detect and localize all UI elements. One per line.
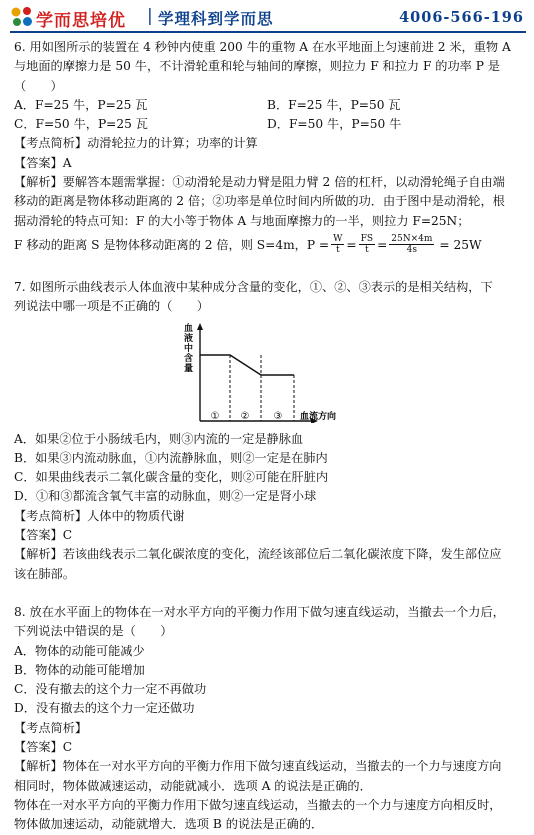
q6-jiexi-line-2: 移动的距离是物体移动距离的 2 倍；②功率是单位时间内所做的功．由于图中是动滑轮，根 bbox=[14, 194, 505, 209]
q8-jiexi-line-4: 物体做加速运动，动能就增大．选项 B 的说法是正确的． bbox=[14, 817, 324, 832]
graph-curve bbox=[200, 355, 294, 375]
q7-answer: 【答案】C bbox=[14, 528, 73, 543]
q6-jiexi-line-3: 据动滑轮的特点可知：F 的大小等于物体 A 与地面摩擦力的一半，则拉力 F=25N； bbox=[14, 213, 470, 228]
q8-answer: 【答案】C bbox=[14, 740, 73, 755]
graph-y-label: 血液中含量 bbox=[184, 323, 194, 374]
equals-sign: = bbox=[346, 237, 357, 252]
header-divider bbox=[10, 31, 526, 33]
q8-stem-line-2: 下列说法中错误的是（ ） bbox=[14, 624, 173, 639]
q8-jiexi-line-1: 【解析】物体在一对水平方向的平衡力作用下做匀速直线运动，当撤去的一个力与速度方向 bbox=[14, 759, 502, 774]
q6-option-a: A．F=25 牛，P=25 瓦 bbox=[14, 97, 148, 112]
q6-option-d: D．F=50 牛，P=50 牛 bbox=[267, 117, 402, 132]
equals-sign-2: = bbox=[377, 237, 388, 252]
q8-option-c: C．没有撤去的这个力一定不再做功 bbox=[14, 682, 207, 697]
q7-option-d: D．①和③都流含氧气丰富的动脉血，则②一定是肾小球 bbox=[14, 489, 317, 504]
q8-stem-line-1: 8. 放在水平面上的物体在一对水平方向的平衡力作用下做匀速直线运动，当撤去一个力后， bbox=[14, 604, 505, 619]
document-body bbox=[14, 38, 520, 835]
q6-power-formula bbox=[14, 231, 520, 259]
q8-kaodian: 【考点简析】 bbox=[14, 720, 88, 735]
q7-stem-line-1: 7. 如图所示曲线表示人体血液中某种成分含量的变化，①、②、③表示的是相关结构，下 bbox=[14, 279, 493, 294]
fraction-w-over-t: $\frac{W}{t}$ bbox=[333, 234, 343, 256]
q7-kaodian: 【考点简析】人体中的物质代谢 bbox=[14, 508, 185, 523]
graph-y-arrow-icon bbox=[197, 323, 203, 330]
blood-content-graph bbox=[182, 321, 382, 423]
q6-options-row-1 bbox=[14, 96, 520, 115]
formula-result: = 25W bbox=[439, 237, 482, 252]
brand-separator: | bbox=[147, 6, 153, 26]
colored-dots-logo-icon bbox=[10, 6, 34, 28]
q8-jiexi-line-2: 相同时，物体做减速运动，动能就减小．选项 A 的说法是正确的． bbox=[14, 778, 372, 793]
graph-x-label: 血流方向 bbox=[300, 411, 337, 422]
phone-number: 4006-566-196 bbox=[399, 9, 524, 26]
q6-stem-line-3: （ ） bbox=[14, 78, 63, 93]
page-header bbox=[0, 0, 534, 34]
q6-jiexi-line-1: 【解析】要解答本题需掌握：①动滑轮是动力臂是阻力臂 2 倍的杠杆，以动滑轮绳子自由端 bbox=[14, 175, 505, 190]
graph-region-2-label: ② bbox=[240, 410, 250, 422]
q8-jiexi-line-3: 物体在一对水平方向的平衡力作用下做匀速直线运动，当撤去的一个力与速度方向相反时， bbox=[14, 797, 502, 812]
fraction-fs-over-t: $\frac{FS}{t}$ bbox=[360, 234, 374, 256]
q6-option-b: B．F=25 牛，P=50 瓦 bbox=[267, 97, 401, 112]
q8-option-d: D．没有撤去的这个力一定还做功 bbox=[14, 701, 195, 716]
q6-kaodian: 【考点简析】动滑轮拉力的计算；功率的计算 bbox=[14, 136, 258, 151]
q6-stem-line-1: 6. 用如图所示的装置在 4 秒钟内使重 200 牛的重物 A 在水平地面上匀速前进 2 米，重物 A bbox=[14, 40, 511, 54]
brand-name: 学而思培优 bbox=[36, 11, 126, 31]
q7-option-a: A．如果②位于小肠绒毛内，则③内流的一定是静脉血 bbox=[14, 431, 304, 446]
fraction-numeric: $\frac{25N\times 4m}{4s}$ bbox=[391, 234, 433, 256]
graph-region-3-label: ③ bbox=[273, 410, 283, 422]
q6-option-c: C．F=50 牛，P=25 瓦 bbox=[14, 117, 148, 132]
q7-option-c: C．如果曲线表示二氧化碳含量的变化，则②可能在肝脏内 bbox=[14, 470, 329, 485]
q8-option-a: A．物体的动能可能减少 bbox=[14, 643, 145, 658]
q7-stem-line-2: 列说法中哪一项是不正确的（ ） bbox=[14, 299, 209, 314]
q6-answer: 【答案】A bbox=[14, 155, 72, 170]
q8-option-b: B．物体的动能可能增加 bbox=[14, 662, 145, 677]
slogan: 学理科到学而思 bbox=[158, 10, 274, 28]
graph-region-1-label: ① bbox=[210, 410, 220, 422]
q6-stem-line-2: 与地面的摩擦力是 50 牛，不计滑轮重和轮与轴间的摩擦，则拉力 F 和拉力 F 的功率 P 是 bbox=[14, 59, 500, 74]
q6-options-row-2 bbox=[14, 115, 520, 134]
formula-prefix: F 移动的距离 S 是物体移动距离的 2 倍，则 S=4m，P = bbox=[14, 238, 330, 253]
q7-jiexi-line-2: 该在肺部。 bbox=[14, 566, 75, 581]
q7-option-b: B．如果③内流动脉血，①内流静脉血，则②一定是在肺内 bbox=[14, 450, 328, 465]
q7-jiexi-line-1: 【解析】若该曲线表示二氧化碳浓度的变化，流经该部位后二氧化碳浓度下降，发生部位应 bbox=[14, 547, 502, 562]
